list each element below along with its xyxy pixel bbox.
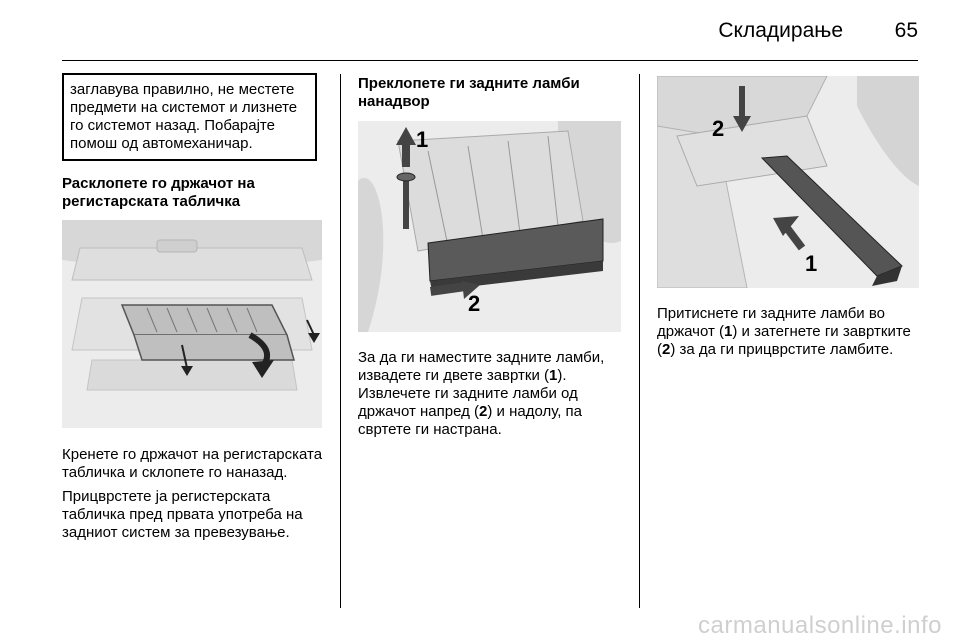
column-1-body <box>62 446 326 542</box>
notice-box <box>62 73 317 161</box>
figure-label-1: 1 <box>416 127 429 152</box>
figure-label-2: 2 <box>712 116 725 141</box>
page-header <box>62 0 918 62</box>
paragraph-pull-lamps <box>358 385 628 439</box>
page-number: 65 <box>894 19 918 42</box>
page-title: Складирање <box>718 19 843 42</box>
para-text: ) и надолу, па свртете ги настрана. <box>358 403 583 438</box>
para-text: За да ги наместите задните ламби, извадете ги двете завртки ( <box>358 349 605 384</box>
watermark: carmanualsonline.info <box>698 612 942 639</box>
para-text: ) за да ги прицврстите ламбите. <box>670 341 894 358</box>
ref-2: 2 <box>479 403 488 420</box>
ref-1: 1 <box>724 323 733 340</box>
para-text: ). <box>557 367 567 384</box>
paragraph-remove-screws <box>358 349 628 385</box>
ref-2: 2 <box>662 341 671 358</box>
figure-remove-screws <box>358 121 621 332</box>
insert-lamps-illustration <box>657 76 919 288</box>
plate-holder-illustration <box>62 220 322 428</box>
section-heading-fold-lamps: Преклопете ги задните ламби нанадвор <box>358 75 580 110</box>
column-2-body <box>358 349 628 439</box>
ref-1: 1 <box>549 367 558 384</box>
column-divider-1 <box>340 74 341 608</box>
paragraph-fold-plate: Кренете го држачот на регистарската табличка и склопете го наназад. <box>62 446 323 481</box>
column-divider-2 <box>639 74 640 608</box>
figure-label-2: 2 <box>468 291 481 316</box>
figure-label-1: 1 <box>805 251 818 276</box>
remove-screws-illustration <box>358 121 621 332</box>
header-rule <box>62 60 918 61</box>
para-text: Притиснете ги задните ламби во држачот ( <box>657 305 885 340</box>
para-text: Извлечете ги задните ламби од држачот напред ( <box>358 385 578 420</box>
figure-plate-holder <box>62 220 322 428</box>
paragraph-attach-plate: Прицврстете ја регистерската табличка пред првата употреба на задниот систем за превезување. <box>62 488 303 541</box>
figure-insert-lamps <box>657 76 919 288</box>
section-heading-plate-holder: Расклопете го држачот на регистарската табличка <box>62 175 255 210</box>
paragraph-insert-lamps <box>657 305 927 359</box>
column-2 <box>358 75 623 111</box>
para-text: ) и затегнете ги завртките ( <box>657 323 911 358</box>
column-3-body <box>657 305 927 359</box>
notice-text: заглавува правилно, не местете предмети на системот и лизнете го системот назад. Побарајте помош од автомеханичар. <box>70 81 298 152</box>
column-1 <box>62 175 324 211</box>
